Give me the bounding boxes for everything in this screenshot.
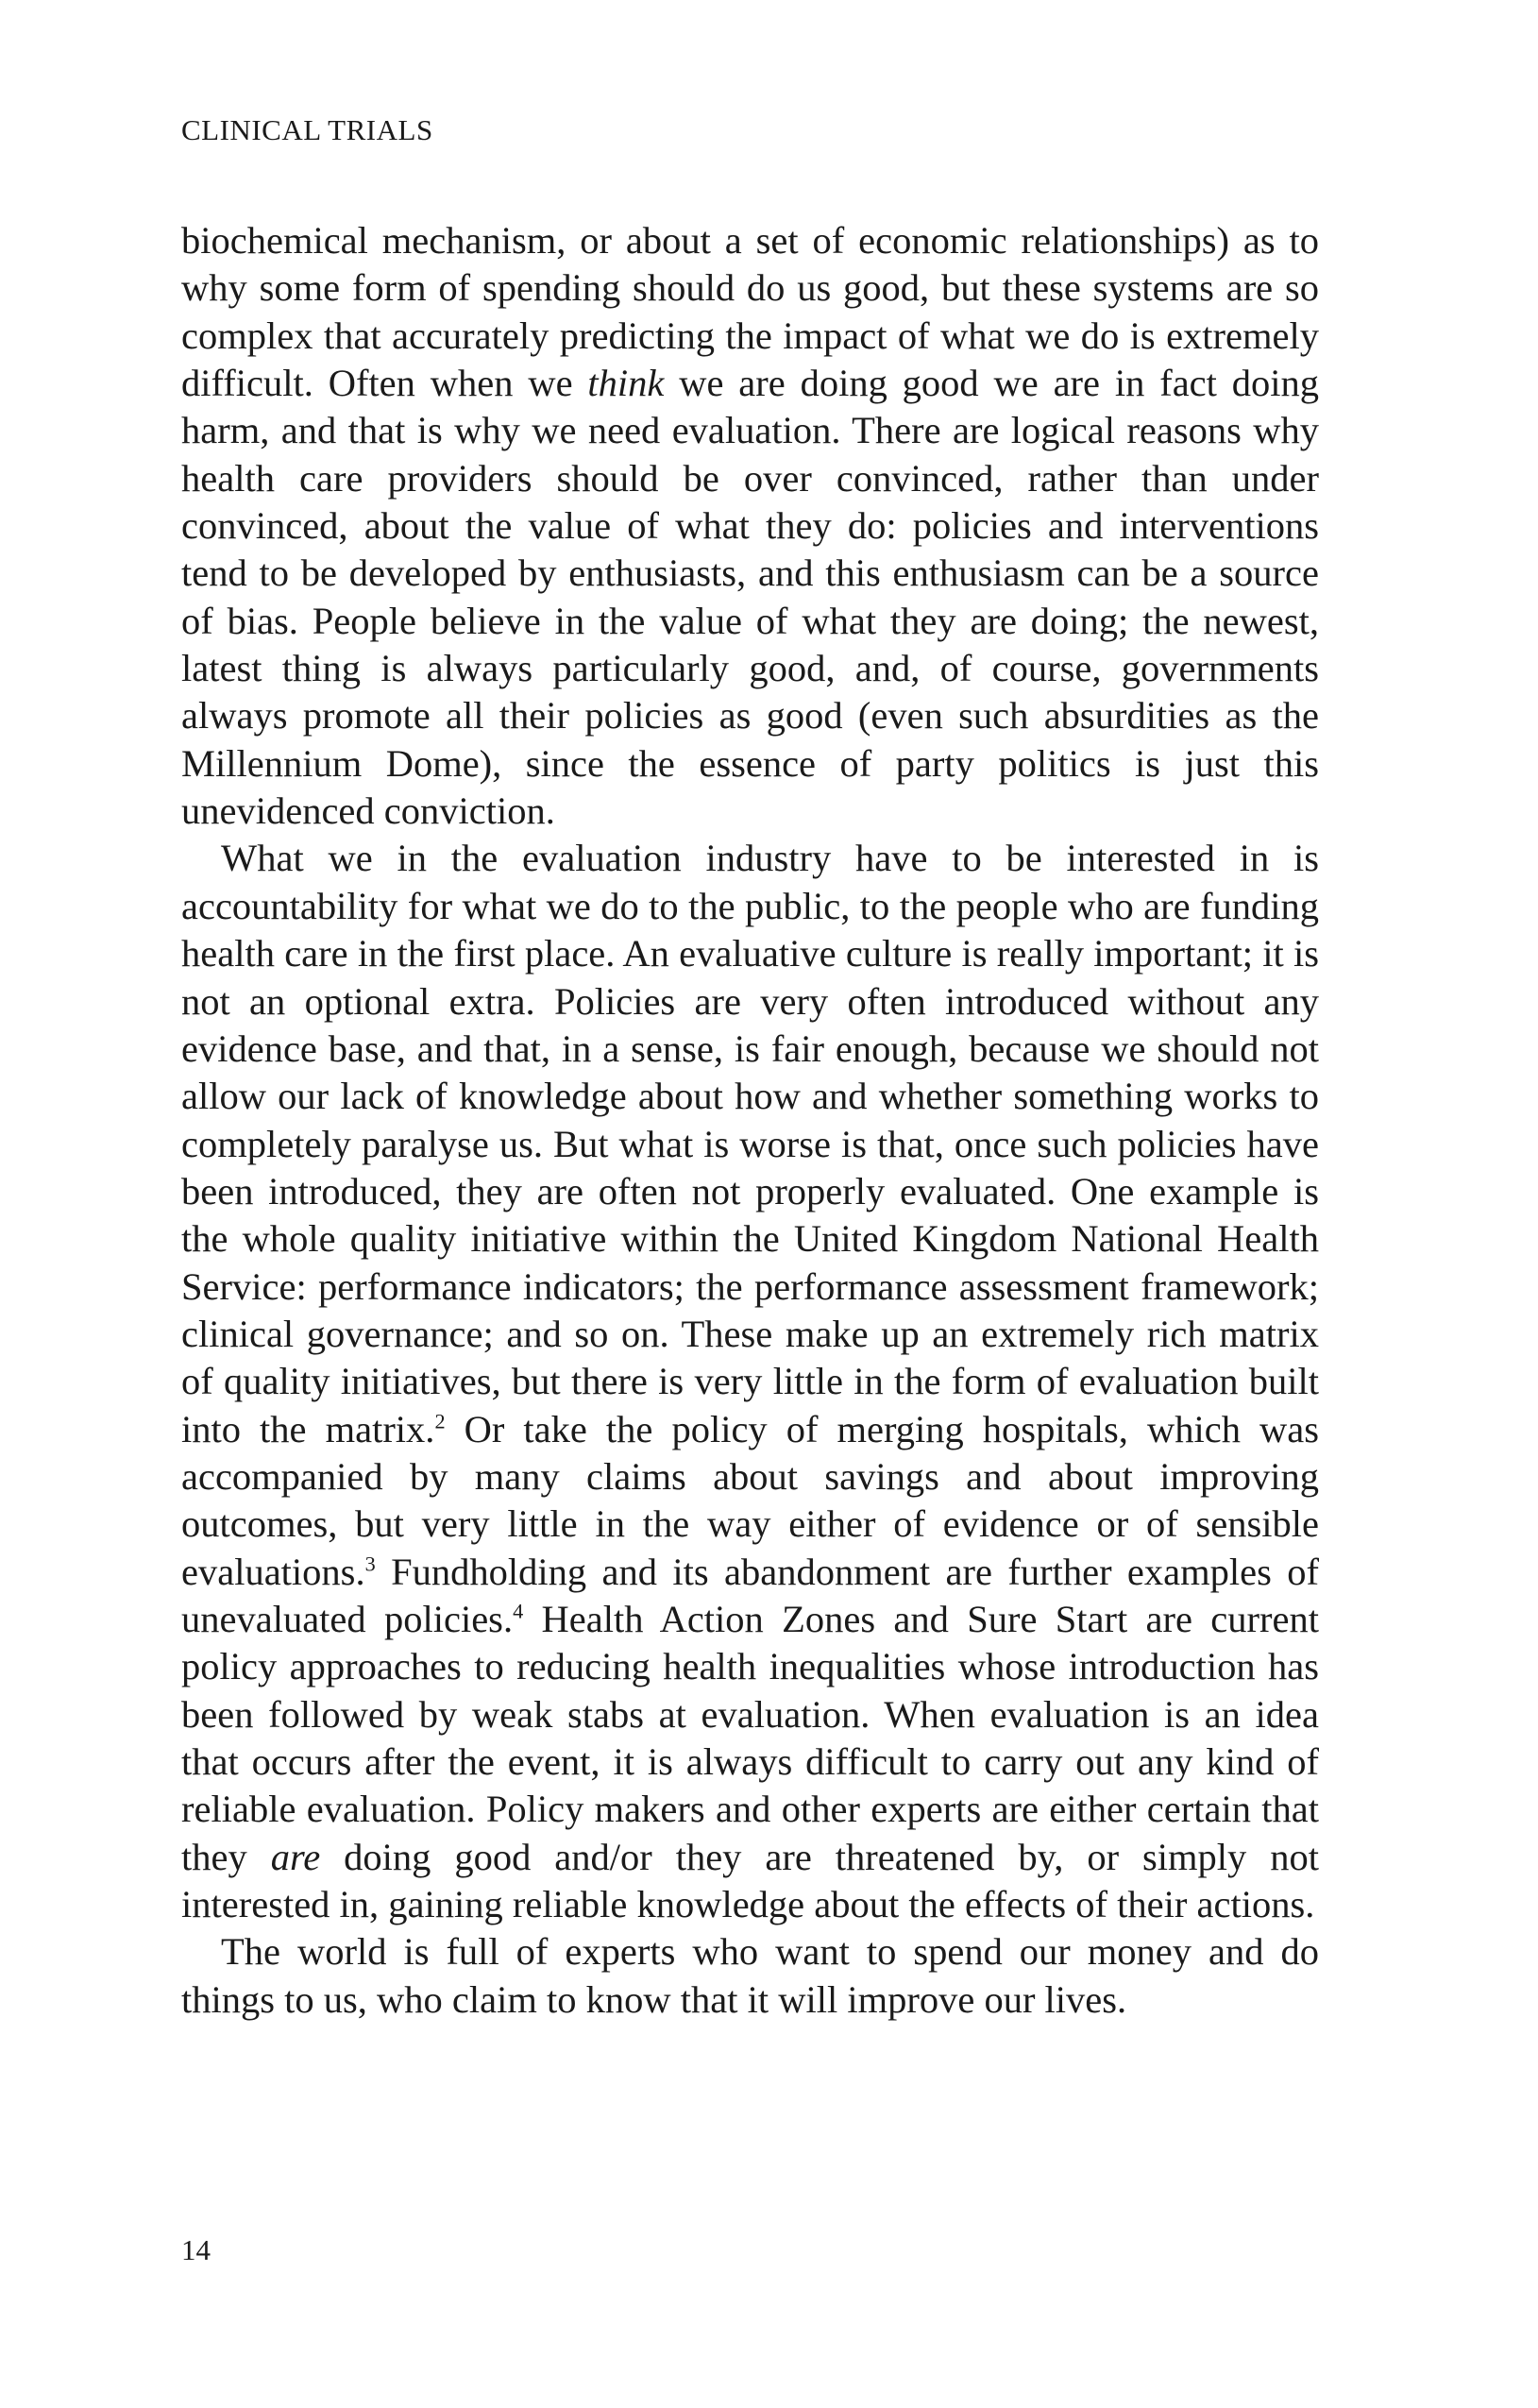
paragraph-2-text-d: Health Action Zones and Sure Start are current policy approaches to reducing health inequalities whose introduction has been followed by weak stabs at evaluation. When evaluation is an idea that occurs after the event, it is always difficult to carry out any kind of reliable evaluation. Policy makers and other experts are either certain that they	[181, 1597, 1319, 1878]
paragraph-1-text-a: biochemical mechanism, or about a set of economic relationships) as to why some form of spending should do us good, but these systems are so complex that accurately predicting the impact of what we do is extremely difficult. Often when we	[181, 219, 1319, 405]
paragraph-2	[181, 835, 1319, 1928]
paragraph-1	[181, 217, 1319, 835]
paragraph-1-text-b: we are doing good we are in fact doing harm, and that is why we need evaluation. There are logical reasons why health care providers should be over convinced, rather than under convinced, about the value of what they do: policies and interventions tend to be developed by enthusiasts, and this enthusiasm can be a source of bias. People believe in the value of what they are doing; the newest, latest thing is always particularly good, and, of course, governments always promote all their policies as good (even such absurdities as the Millennium Dome), since the essence of party politics is just this unevidenced conviction.	[181, 362, 1319, 833]
emphasis-think: think	[587, 362, 665, 405]
paragraph-3	[181, 1928, 1319, 2024]
footnote-ref-4: 4	[513, 1599, 524, 1623]
running-head: CLINICAL TRIALS	[181, 113, 433, 146]
emphasis-are: are	[270, 1835, 321, 1878]
page-number: 14	[181, 2233, 211, 2266]
paragraph-3-text: The world is full of experts who want to spend our money and do things to us, who claim to know that it will improve our lives.	[181, 1930, 1319, 2021]
footnote-ref-2: 2	[434, 1409, 446, 1433]
paragraph-2-text-e: doing good and/or they are threatened by, or simply not interested in, gaining reliable knowledge about the effects of their actions.	[181, 1835, 1319, 1926]
paragraph-2-text-c: Fundholding and its abandonment are further examples of unevaluated policies.	[181, 1550, 1319, 1640]
paragraph-2-text-b: Or take the policy of merging hospitals, which was accompanied by many claims about savings and about improving outcomes, but very little in the way either of evidence or of sensible evaluations.	[181, 1407, 1319, 1593]
body-text	[181, 217, 1319, 2024]
footnote-ref-3: 3	[364, 1552, 376, 1576]
paragraph-2-text-a: What we in the evaluation industry have to be interested in is accountability for what we do to the public, to the people who are funding health care in the first place. An evaluative culture is really important; it is not an optional extra. Policies are very often introduced without any evidence base, and that, in a sense, is fair enough, because we should not allow our lack of knowledge about how and whether something works to completely paralyse us. But what is worse is that, once such policies have been introduced, they are often not properly evaluated. One example is the whole quality initiative within the United Kingdom National Health Service: performance indicators; the performance assessment framework; clinical governance; and so on. These make up an extremely rich matrix of quality initiatives, but there is very little in the form of evaluation built into the matrix.	[181, 837, 1319, 1450]
